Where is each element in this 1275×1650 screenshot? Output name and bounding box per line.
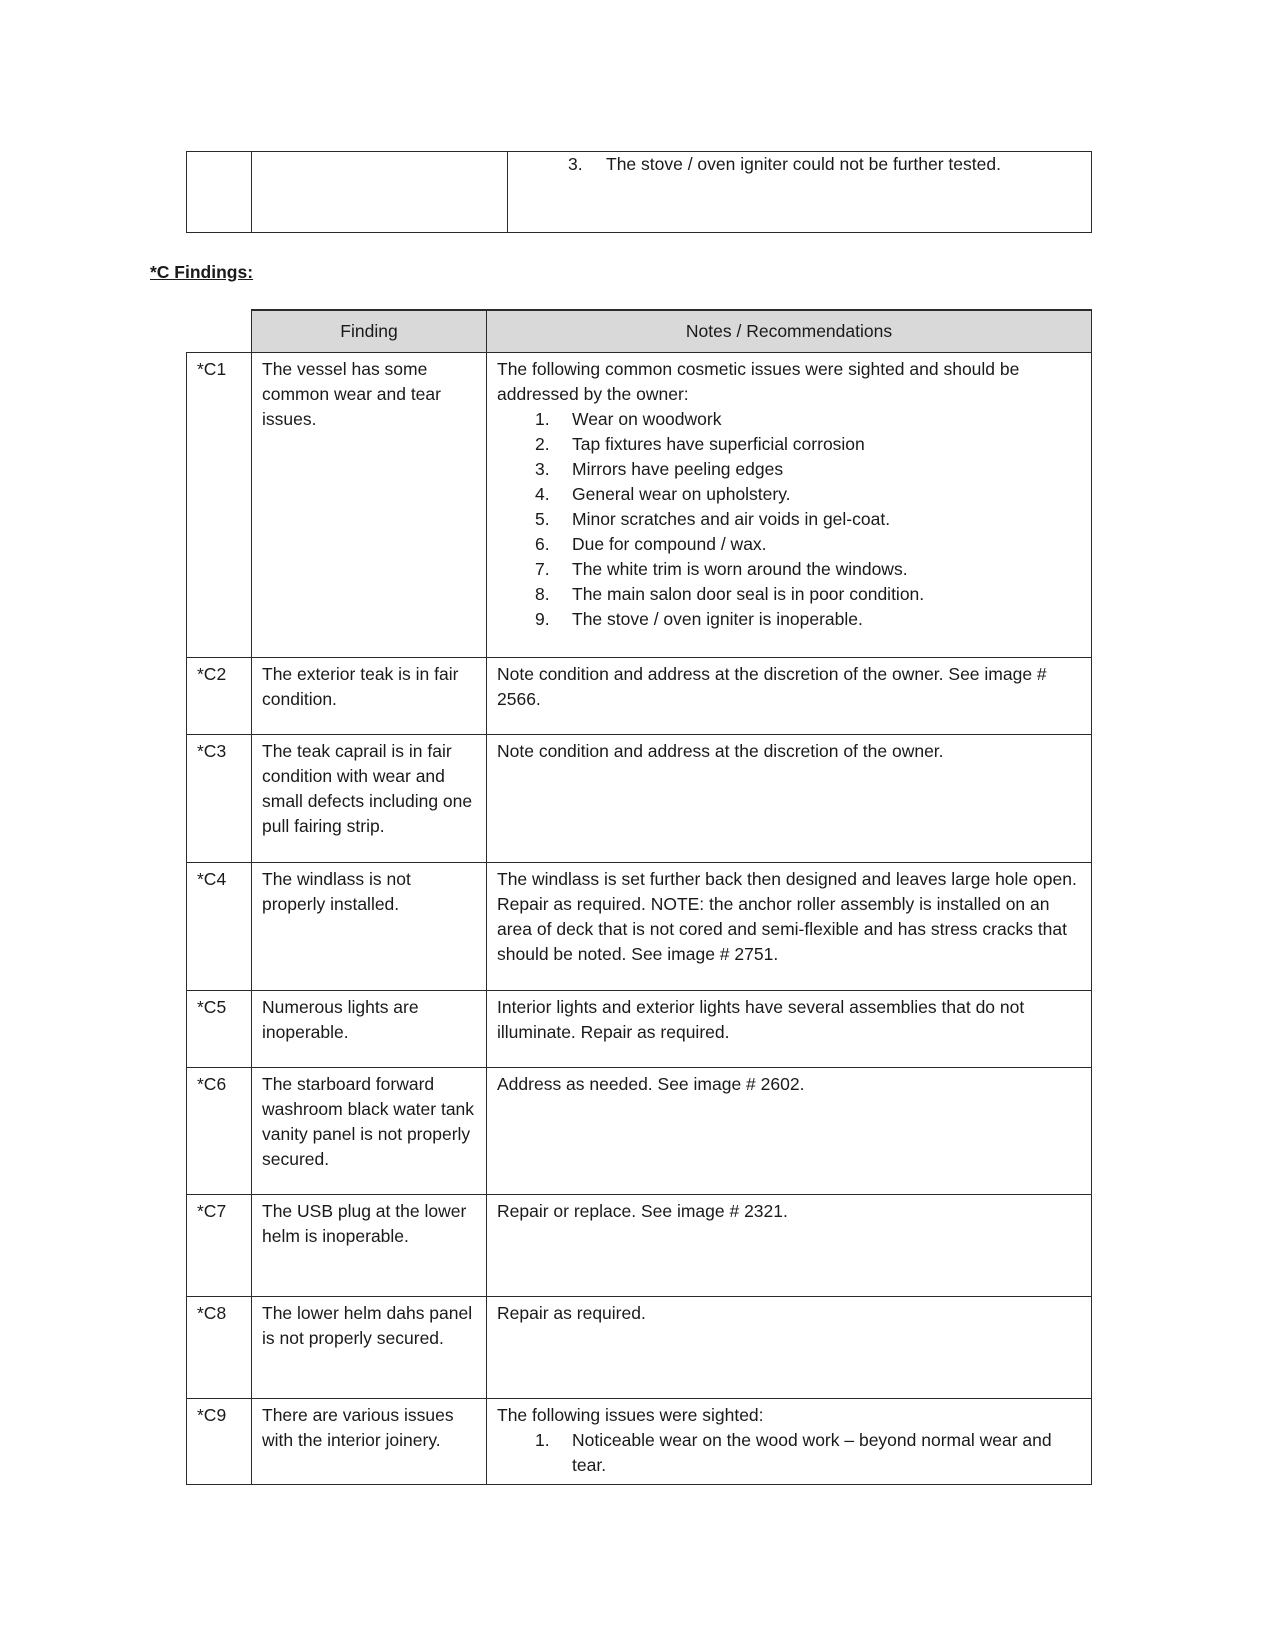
list-text: Tap fixtures have superficial corrosion — [572, 434, 865, 454]
finding-text: The USB plug at the lower helm is inoperable. — [252, 1195, 487, 1297]
list-item — [497, 482, 1081, 507]
list-number: 1. — [535, 409, 550, 429]
notes-list — [497, 407, 1081, 632]
table-row — [187, 152, 1092, 233]
list-item — [497, 1428, 1081, 1478]
header-notes: Notes / Recommendations — [487, 310, 1092, 353]
list-number: 7. — [535, 559, 550, 579]
notes-cell — [487, 1399, 1092, 1485]
finding-id: *C7 — [187, 1195, 252, 1297]
table-row — [187, 991, 1092, 1068]
table-row — [187, 1195, 1092, 1297]
finding-text: Numerous lights are inoperable. — [252, 991, 487, 1068]
table-row — [187, 1399, 1092, 1485]
finding-id: *C1 — [187, 353, 252, 658]
table-row — [187, 1068, 1092, 1195]
notes-text: The windlass is set further back then designed and leaves large hole open. Repair as required. NOTE: the anchor roller assembly is installed on an area of deck that is not cored and semi-flexible and has stress cracks that should be noted. See image # 2751. — [487, 863, 1092, 991]
list-text: Wear on woodwork — [572, 409, 722, 429]
list-text: The stove / oven igniter is inoperable. — [572, 609, 863, 629]
table-header-row — [187, 310, 1092, 353]
list-item — [497, 507, 1081, 532]
table-row — [187, 353, 1092, 658]
list-number: 5. — [535, 509, 550, 529]
list-item — [497, 457, 1081, 482]
notes-text: The following common cosmetic issues were sighted and should be addressed by the owner: — [497, 359, 1020, 404]
list-text: Due for compound / wax. — [572, 534, 767, 554]
list-number: 2. — [535, 434, 550, 454]
list-number: 8. — [535, 584, 550, 604]
list-text: Mirrors have peeling edges — [572, 459, 784, 479]
finding-text: The vessel has some common wear and tear issues. — [252, 353, 487, 658]
notes-text: The following issues were sighted: — [497, 1405, 764, 1425]
notes-text: Address as needed. See image # 2602. — [487, 1068, 1092, 1195]
list-item — [497, 407, 1081, 432]
list-item — [497, 607, 1081, 632]
notes-cell — [487, 353, 1092, 658]
finding-text: The exterior teak is in fair condition. — [252, 658, 487, 735]
notes-text: Note condition and address at the discretion of the owner. — [487, 735, 1092, 863]
finding-id: *C8 — [187, 1297, 252, 1399]
list-text: The stove / oven igniter could not be further tested. — [606, 154, 1001, 174]
finding-text: The starboard forward washroom black water tank vanity panel is not properly secured. — [252, 1068, 487, 1195]
notes-cell — [508, 152, 1092, 233]
list-item — [497, 582, 1081, 607]
finding-id: *C6 — [187, 1068, 252, 1195]
notes-text: Repair as required. — [487, 1297, 1092, 1399]
finding-cell — [252, 152, 508, 233]
list-item — [518, 152, 1081, 177]
finding-id: *C9 — [187, 1399, 252, 1485]
list-text: Noticeable wear on the wood work – beyond normal wear and tear. — [572, 1430, 1052, 1475]
notes-text: Interior lights and exterior lights have several assemblies that do not illuminate. Repair as required. — [487, 991, 1092, 1068]
list-text: The white trim is worn around the windows. — [572, 559, 908, 579]
finding-text: The lower helm dahs panel is not properly secured. — [252, 1297, 487, 1399]
table-row — [187, 1297, 1092, 1399]
table-row — [187, 658, 1092, 735]
notes-text: Repair or replace. See image # 2321. — [487, 1195, 1092, 1297]
list-item — [497, 432, 1081, 457]
list-number: 3. — [535, 459, 550, 479]
finding-text: The windlass is not properly installed. — [252, 863, 487, 991]
header-blank-cell — [187, 310, 252, 353]
finding-id: *C4 — [187, 863, 252, 991]
list-item — [497, 557, 1081, 582]
finding-id: *C3 — [187, 735, 252, 863]
list-number: 6. — [535, 534, 550, 554]
notes-text: Note condition and address at the discretion of the owner. See image # 2566. — [487, 658, 1092, 735]
id-cell — [187, 152, 252, 233]
list-number: 9. — [535, 609, 550, 629]
list-item — [497, 532, 1081, 557]
table-row — [187, 863, 1092, 991]
header-finding: Finding — [252, 310, 487, 353]
list-text: General wear on upholstery. — [572, 484, 791, 504]
section-heading: *C Findings: — [150, 262, 254, 282]
list-number: 1. — [535, 1430, 550, 1450]
finding-text: There are various issues with the interior joinery. — [252, 1399, 487, 1485]
list-number: 3. — [568, 154, 583, 174]
finding-text: The teak caprail is in fair condition with wear and small defects including one pull fairing strip. — [252, 735, 487, 863]
list-text: The main salon door seal is in poor condition. — [572, 584, 925, 604]
finding-id: *C5 — [187, 991, 252, 1068]
findings-table — [186, 309, 1092, 1485]
notes-list — [518, 152, 1081, 177]
table-row — [187, 735, 1092, 863]
list-number: 4. — [535, 484, 550, 504]
continuation-table — [186, 151, 1092, 233]
finding-id: *C2 — [187, 658, 252, 735]
list-text: Minor scratches and air voids in gel-coat. — [572, 509, 891, 529]
notes-list — [497, 1428, 1081, 1478]
